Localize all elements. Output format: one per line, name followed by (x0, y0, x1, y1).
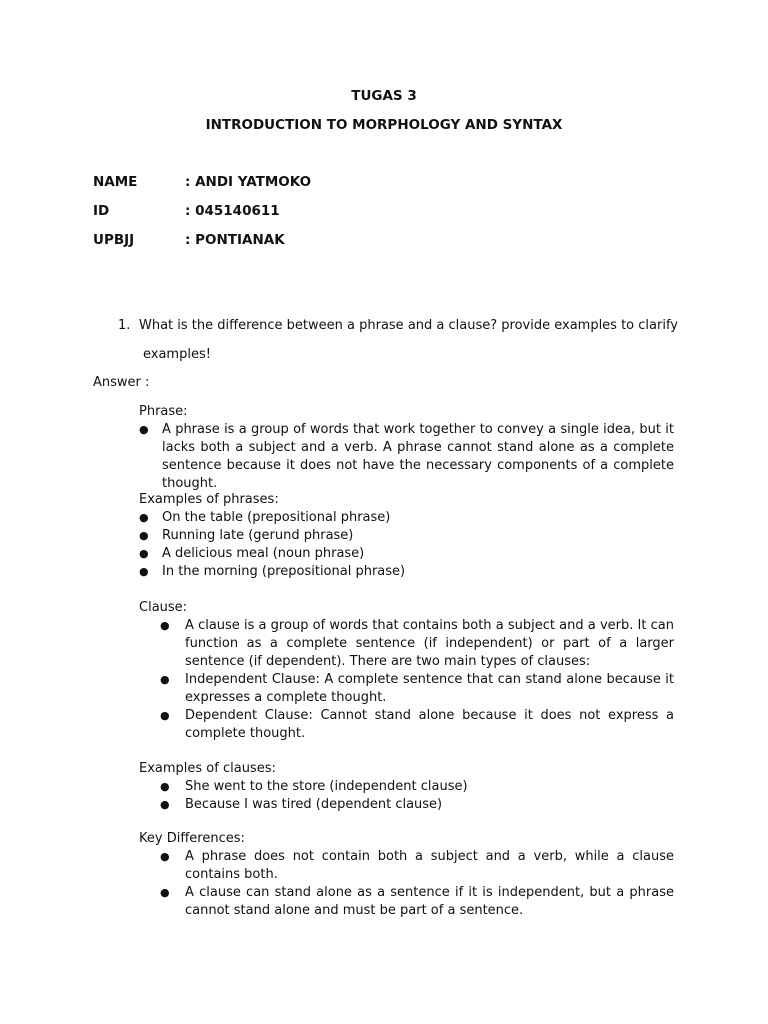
info-row-upbjj (93, 232, 693, 252)
list-item (139, 421, 674, 493)
phrase-section (139, 403, 674, 493)
list-item-text: A clause is a group of words that contains both a subject and a verb. It can function as a complete sentence (if independent) or part of a larger sentence (if dependent). There are two main types of clauses: (185, 618, 674, 669)
info-value: : 045140611 (185, 203, 280, 219)
list-item (139, 707, 674, 743)
bullet-icon: ● (160, 673, 170, 686)
list-item-text: A clause can stand alone as a sentence if it is independent, but a phrase cannot stand alone and must be part of a sentence. (185, 885, 674, 918)
bullet-icon: ● (160, 886, 170, 899)
list-item (139, 884, 674, 920)
list-item (139, 671, 674, 707)
list-item-text: Dependent Clause: Cannot stand alone because it does not express a complete thought. (185, 708, 674, 741)
bullet-icon: ● (139, 423, 149, 436)
list-item (139, 617, 674, 671)
list-item-text: On the table (prepositional phrase) (162, 510, 391, 525)
info-value: : PONTIANAK (185, 232, 285, 248)
bullet-icon: ● (139, 529, 149, 542)
info-label: ID (93, 203, 110, 219)
list-item-text: Because I was tired (dependent clause) (185, 797, 443, 812)
list-item-text: A phrase is a group of words that work together to convey a single idea, but it lacks both a subject and a verb. A phrase cannot stand alone as a complete sentence because it does not have the necessary components of a complete thought. (162, 422, 674, 491)
bullet-list (139, 848, 674, 920)
key-differences-section (139, 830, 674, 920)
list-item-text: She went to the store (independent clause) (185, 779, 468, 794)
list-item (139, 527, 674, 545)
bullet-icon: ● (139, 565, 149, 578)
bullet-icon: ● (160, 850, 170, 863)
section-heading: Clause: (139, 600, 188, 615)
bullet-icon: ● (160, 780, 170, 793)
bullet-list (139, 778, 674, 814)
clause-examples-section (139, 760, 674, 814)
list-item (139, 778, 674, 796)
list-item (139, 563, 674, 581)
question-number: 1. (118, 318, 131, 333)
bullet-icon: ● (139, 547, 149, 560)
clause-section (139, 599, 674, 743)
info-row-id (93, 203, 693, 223)
list-item-text: Running late (gerund phrase) (162, 528, 354, 543)
bullet-list (139, 421, 674, 493)
section-heading: Examples of phrases: (139, 492, 279, 507)
info-value: : ANDI YATMOKO (185, 174, 312, 190)
list-item (139, 848, 674, 884)
document-subtitle: INTRODUCTION TO MORPHOLOGY AND SYNTAX (205, 117, 563, 133)
section-heading: Examples of clauses: (139, 761, 276, 776)
list-item-text: A phrase does not contain both a subject and a verb, while a clause contains both. (185, 849, 674, 882)
section-heading: Key Differences: (139, 831, 245, 846)
list-item (139, 545, 674, 563)
bullet-icon: ● (160, 709, 170, 722)
list-item (139, 796, 674, 814)
question-text: What is the difference between a phrase and a clause? provide examples to clarify (139, 318, 678, 333)
list-item-text: Independent Clause: A complete sentence that can stand alone because it expresses a complete thought. (185, 672, 674, 705)
bullet-icon: ● (139, 511, 149, 524)
bullet-icon: ● (160, 619, 170, 632)
document-title: TUGAS 3 (351, 88, 417, 104)
list-item (139, 509, 674, 527)
bullet-list (139, 509, 674, 581)
answer-label: Answer : (93, 375, 150, 390)
info-label: NAME (93, 174, 138, 190)
section-heading: Phrase: (139, 404, 188, 419)
list-item-text: A delicious meal (noun phrase) (162, 546, 365, 561)
bullet-icon: ● (160, 798, 170, 811)
bullet-list (139, 617, 674, 743)
question-continuation: examples! (143, 347, 211, 362)
list-item-text: In the morning (prepositional phrase) (162, 564, 406, 579)
info-row-name (93, 174, 693, 194)
phrase-examples-section (139, 491, 674, 581)
info-label: UPBJJ (93, 232, 135, 248)
